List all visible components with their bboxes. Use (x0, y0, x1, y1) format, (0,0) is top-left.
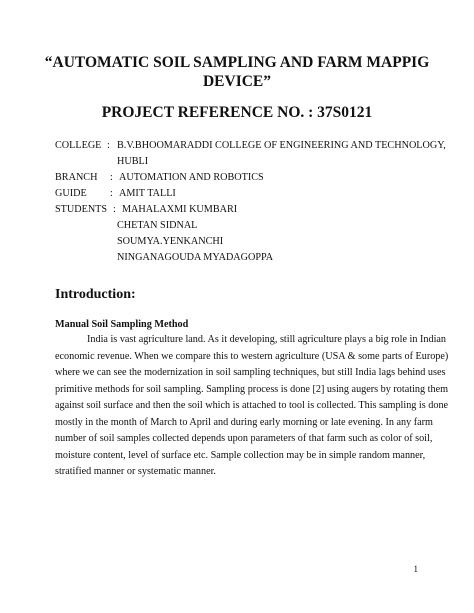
paragraph-line: number of soil samples collected depends upon parameters of that farm such as color of soil, (55, 433, 433, 444)
project-reference: PROJECT REFERENCE NO. : 37S0121 (101, 104, 373, 121)
student-name: SOUMYA.YENKANCHI (117, 236, 224, 247)
body-paragraph (55, 332, 449, 481)
document-title (40, 53, 434, 91)
paragraph-line: where we can see the modernization in soil sampling techniques, but still India lags behind uses (55, 367, 446, 378)
college-colon: : (107, 140, 110, 151)
page-number: 1 (413, 564, 418, 574)
paragraph-line: primitive methods for soil sampling. Sampling process is done [2] using augers by rotating them (55, 383, 449, 395)
section-heading-introduction: Introduction: (55, 287, 136, 302)
college-value: B.V.BHOOMARADDI COLLEGE OF ENGINEERING AND TECHNOLOGY, (117, 140, 446, 151)
paragraph-line: moisture content, level of surface etc. Sample collection may be in simple random manner, (55, 449, 426, 461)
paragraph-line: mostly in the month of March to April and during early morning or late evening. In any farm (55, 416, 433, 428)
student-name: CHETAN SIDNAL (117, 220, 198, 231)
paragraph-line: economic revenue. When we compare this to western agriculture (USA & some parts of Europe) (55, 350, 449, 362)
students-label: STUDENTS (55, 204, 108, 215)
college-value-continued: HUBLI (117, 156, 149, 167)
subsection-heading: Manual Soil Sampling Method (55, 319, 189, 330)
branch-colon: : (110, 172, 113, 183)
paragraph-line: India is vast agriculture land. As it developing, still agriculture plays a big role in Indian (87, 334, 447, 345)
paragraph-line: stratified manner or systematic manner. (55, 466, 216, 477)
students-colon: : (113, 204, 116, 215)
student-name: NINGANAGOUDA MYADAGOPPA (117, 252, 274, 263)
student-name: MAHALAXMI KUMBARI (122, 204, 238, 215)
guide-label: GUIDE (55, 188, 87, 199)
guide-colon: : (110, 188, 113, 199)
paragraph-line: against soil surface and then the soil which is attached to tool is collected. This sampling is done (55, 400, 449, 411)
guide-value: AMIT TALLI (119, 188, 176, 199)
branch-label: BRANCH (55, 172, 98, 183)
college-label: COLLEGE (55, 140, 102, 151)
title-line-1: “AUTOMATIC SOIL SAMPLING AND FARM MAPPIG (44, 54, 430, 71)
title-line-2: DEVICE” (202, 73, 272, 90)
branch-value: AUTOMATION AND ROBOTICS (119, 172, 264, 183)
